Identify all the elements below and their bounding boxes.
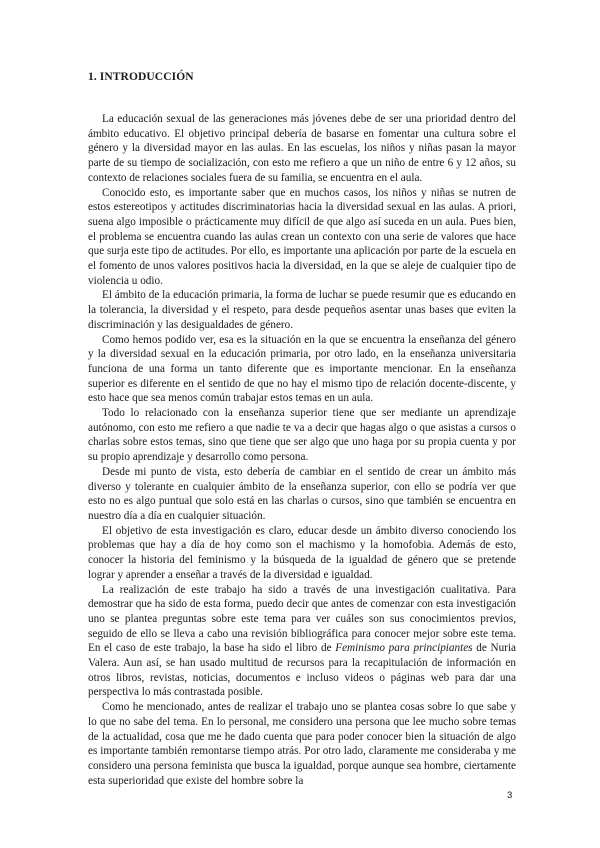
paragraph-8-text-end: de Nuria Valera. Aun así, se han usado multitud de recursos para la recapitulación de información en otros libros, revistas, noticias, documentos e incluso videos o páginas web para dar una perspectiva lo más contrastada posible.	[88, 642, 516, 699]
paragraph-8	[88, 583, 516, 701]
paragraph-9: Como he mencionado, antes de realizar el trabajo uno se plantea cosas sobre lo que sabe y lo que no sabe del tema. En lo personal, me considero una persona que lee mucho sobre temas de la actualidad, cosa que me he dado cuenta que para poder conocer bien la situación de algo es importante también remontarse tiempo atrás. Por otro lado, claramente me consideraba y me considero una persona feminista que busca la igualdad, porque aunque sea hombre, ciertamente esta superioridad que existe del hombre sobre la	[88, 701, 516, 787]
paragraph-5: Todo lo relacionado con la enseñanza superior tiene que ser mediante un aprendizaje autónomo, con esto me refiero a que nadie te va a decir que hagas algo o que asistas a cursos o charlas sobre estos temas, sino que tiene que ser algo que uno haga por su propia cuenta y por su propio aprendizaje y desarrollo como persona.	[88, 407, 516, 464]
paragraph-2: Conocido esto, es importante saber que en muchos casos, los niños y niñas se nutren de estos estereotipos y actitudes discriminatorias hacia la diversidad sexual en las aulas. A priori, suena algo imposible o prácticamente muy difícil de que algo así suceda en un aula. Pues bien, el problema se encuentra cuando las aulas crean un contexto con una serie de valores que hace que surja este tipo de actitudes. Por ello, es importante una aplicación por parte de la escuela en el fomento de unos valores positivos hacia la diversidad, en la que se aleje de cualquier tipo de violencia u odio.	[88, 186, 516, 287]
paragraph-3: El ámbito de la educación primaria, la forma de luchar se puede resumir que es educando en la tolerancia, la diversidad y el respeto, para desde pequeños asentar unas bases que eviten la discriminación y las desigualdades de género.	[88, 289, 516, 331]
body-text	[88, 112, 516, 788]
paragraph-1: La educación sexual de las generaciones más jóvenes debe de ser una prioridad dentro del ámbito educativo. El objetivo principal debería de basarse en fomentar una cultura sobre el género y la diversidad mayor en las aulas. En las escuelas, los niños y niñas pasan la mayor parte de su tiempo de socialización, con esto me refiero a que un niño de entre 6 y 12 años, su contexto de relaciones sociales fuera de su familia, se encuentra en el aula.	[88, 113, 516, 184]
paragraph-7: El objetivo de esta investigación es claro, educar desde un ámbito diverso conociendo los problemas que hay a día de hoy como son el machismo y la homofobia. Además de esto, conocer la historia del feminismo y la búsqueda de la igualdad de género que se pretende lograr y aprender a enseñar a través de la diversidad e igualdad.	[88, 524, 516, 581]
section-heading: 1. INTRODUCCIÓN	[88, 71, 194, 83]
paragraph-6: Desde mi punto de vista, esto debería de cambiar en el sentido de crear un ámbito más diverso y tolerante en cualquier ámbito de la enseñanza superior, con ello se podría ver que esto no es algo puntual que solo está en las charlas o cursos, sino que también se encuentra en nuestro día a día en cualquier situación.	[88, 465, 516, 522]
paragraph-8-text-start: La realización de este trabajo ha sido a través de una investigación cualitativa. Para demostrar que ha sido de esta forma, puedo decir que antes de comenzar con esta investigación uno se plantea preguntas sobre este tema para ver cuáles son sus conocimientos previos, seguido de ello se lleva a cabo una revisión bibliográfica para conocer mejor sobre este tema. En el caso de este trabajo, la base ha sido el libro de	[88, 583, 516, 655]
book-title: Feminismo para principiantes	[335, 642, 473, 655]
paragraph-4: Como hemos podido ver, esa es la situación en la que se encuentra la enseñanza del género y la diversidad sexual en la educación primaria, por otro lado, en la enseñanza universitaria funciona de una forma un tanto diferente que es importante mencionar. En la enseñanza superior es diferente en el sentido de que no hay el mismo tipo de relación docente-discente, y esto hace que sea menos común trabajar estos temas en un aula.	[88, 333, 516, 405]
page-number: 3	[507, 790, 513, 801]
